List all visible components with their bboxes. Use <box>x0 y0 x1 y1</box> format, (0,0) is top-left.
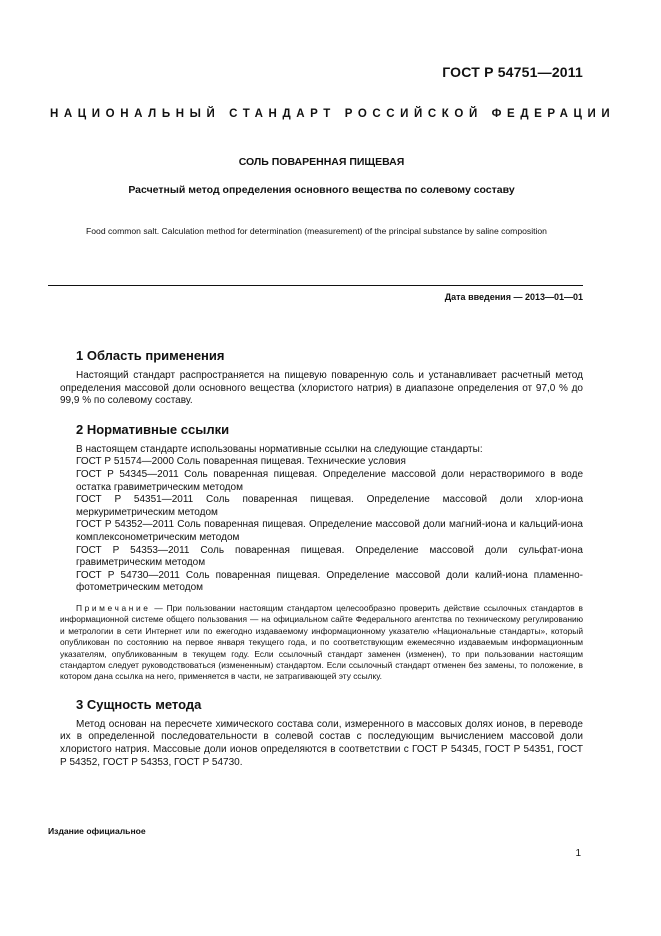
document-body <box>60 348 583 783</box>
reference-item: ГОСТ Р 51574—2000 Соль поваренная пищевая. Технические условия <box>76 456 406 468</box>
section-scope <box>60 348 583 408</box>
introduction-date: Дата введения — 2013—01—01 <box>444 292 583 302</box>
section-method-essence <box>60 697 583 769</box>
gost-number: ГОСТ Р 54751—2011 <box>442 64 583 80</box>
national-standard-banner: НАЦИОНАЛЬНЫЙ СТАНДАРТ РОССИЙСКОЙ ФЕДЕРАЦИИ <box>50 108 616 120</box>
section-paragraph: Метод основан на пересчете химического состава соли, измеренного в массовых долях ионов, в переводе их в определенной последовательности в солевой состав с последующим вычислением массовой доли хлористого натрия. Массовые доли ионов определяются в соответствии с ГОСТ Р 54345, ГОСТ Р 54351, ГОСТ Р 54352, ГОСТ Р 54353, ГОСТ Р 54730. <box>60 718 583 768</box>
note-block <box>60 603 583 683</box>
section-paragraph: Настоящий стандарт распространяется на пищевую поваренную соль и устанавливает расчетный метод определения массовой доли основного вещества (хлористого натрия) в диапазоне определения от 97,0 % до 99,9 % по солевому составу. <box>60 370 583 407</box>
reference-item: ГОСТ Р 54353—2011 Соль поваренная пищевая. Определение массовой доли сульфат-иона гравиметрическим методом <box>76 544 583 569</box>
note-text: — При пользовании настоящим стандартом целесообразно проверить действие ссылочных стандартов в информационной системе общего пользования — на официальном сайте Федерального агентства по техническому регулированию и метрологии в сети Интернет или по ежегодно издаваемому информационному указателю «Национальные стандарты», который опубликован по состоянию на первое января текущего года, и по соответствующим ежемесячно издаваемым информационным указателям, опубликованным в текущем году. Если ссылочный стандарт заменен (изменен), то при пользовании настоящим стандартом следует руководствоваться (измененным) стандартом. Если ссылочный стандарт отменен без замены, то положение, в котором дана ссылка на него, применяется в части, не затрагивающей эту ссылку. <box>60 602 583 682</box>
reference-item: ГОСТ Р 54351—2011 Соль поваренная пищевая. Определение массовой доли хлор-иона меркуриметрическим методом <box>76 494 583 518</box>
section-heading: 3 Сущность метода <box>76 696 202 712</box>
horizontal-rule <box>48 285 583 286</box>
page-number: 1 <box>575 848 581 859</box>
section-heading: 1 Область применения <box>76 348 225 363</box>
english-title: Food common salt. Calculation method for determination (measurement) of the principal substance by saline composition <box>86 226 547 236</box>
reference-item: ГОСТ Р 54730—2011 Соль поваренная пищевая. Определение массовой доли калий-иона пламенно-фотометрическим методом <box>76 569 583 594</box>
reference-item: ГОСТ Р 54345—2011 Соль поваренная пищевая. Определение массовой доли нерастворимого в воде остатка гравиметрическим методом <box>76 468 583 493</box>
section-heading: 2 Нормативные ссылки <box>76 421 230 437</box>
reference-item: ГОСТ Р 54352—2011 Соль поваренная пищевая. Определение массовой доли магний-иона и кальций-иона комплексонометрическим методом <box>76 519 583 543</box>
note-label: Примечание <box>76 602 151 613</box>
document-subtitle: Расчетный метод определения основного вещества по солевому составу <box>128 184 515 196</box>
edition-label: Издание официальное <box>48 826 146 836</box>
section-normative-references <box>60 422 583 683</box>
document-title: СОЛЬ ПОВАРЕННАЯ ПИЩЕВАЯ <box>238 156 405 168</box>
references-intro: В настоящем стандарте использованы нормативные ссылки на следующие стандарты: <box>76 443 483 455</box>
